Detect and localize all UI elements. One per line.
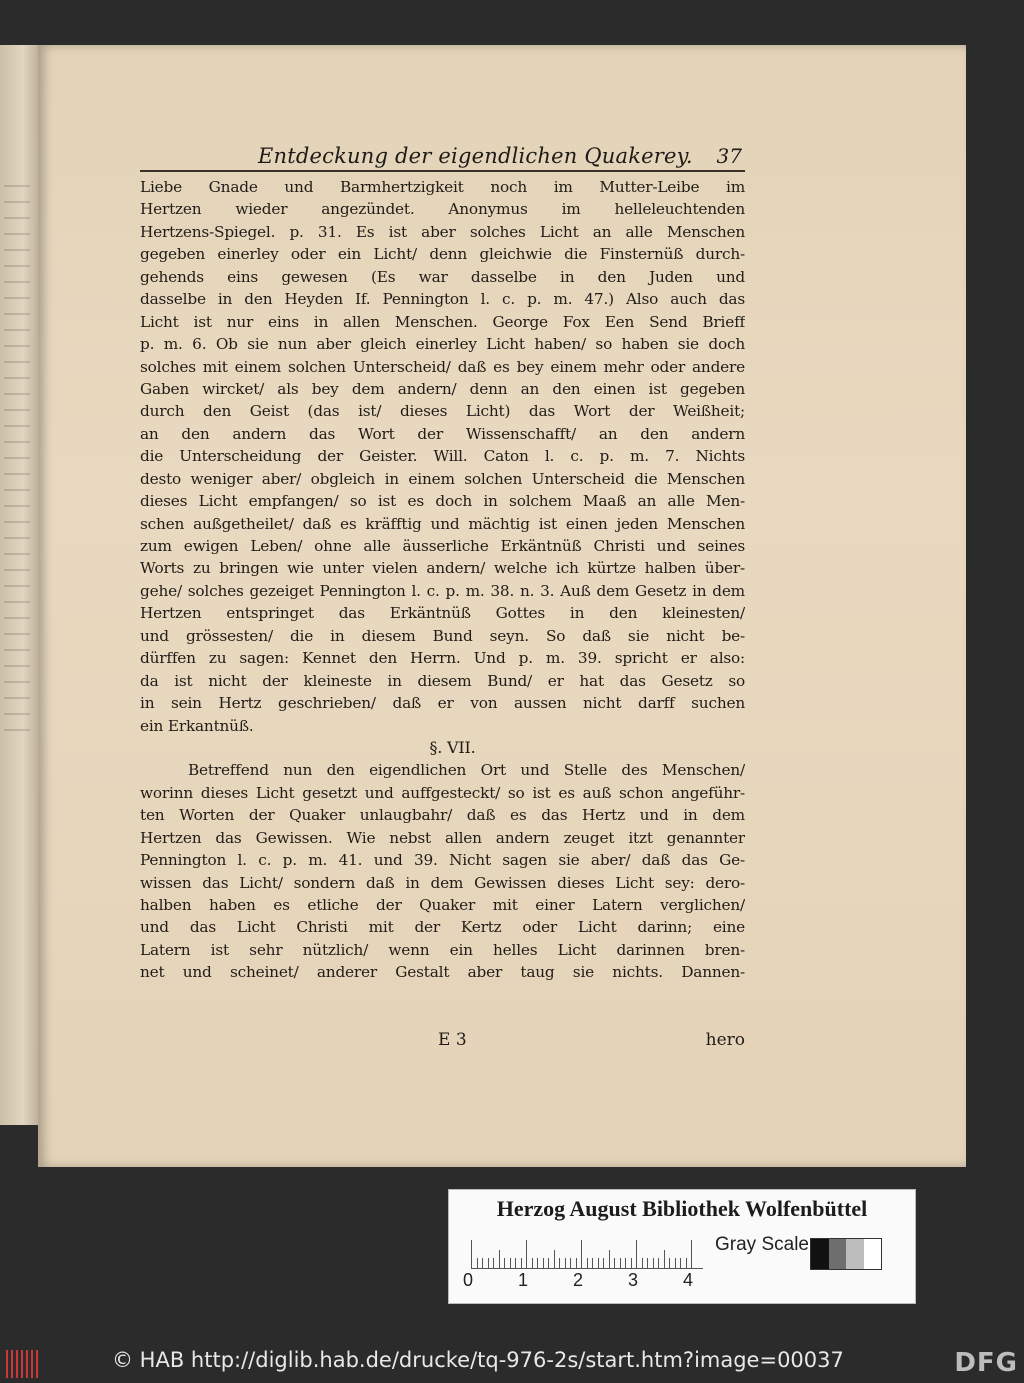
text-line: Worts zu bringen wie unter vielen andern/ welche ich kürtze halben über- <box>140 559 745 578</box>
ruler-tick <box>488 1258 489 1268</box>
text-line: Hertzen das Gewissen. Wie nebst allen andern zeuget itzt genannter <box>140 828 745 847</box>
page-footer <box>140 1030 745 1056</box>
ruler-tick <box>609 1250 610 1268</box>
text-line: dürffen zu sagen: Kennet den Herrn. Und p. m. 39. spricht er also: <box>140 649 745 668</box>
text-line: Gaben wircket/ als bey dem andern/ denn an den einen ist gegeben <box>140 379 745 398</box>
running-head: Entdeckung der eigendlichen Quakerey. <box>258 144 693 168</box>
ruler-tick <box>543 1258 544 1268</box>
section-heading: §. VII. <box>429 737 476 757</box>
dfg-logo: DFG <box>954 1348 1018 1378</box>
signature-mark: E 3 <box>438 1030 467 1050</box>
swatch <box>864 1239 882 1269</box>
footer-bar <box>0 1346 1024 1383</box>
text-line: gehends eins gewesen (Es war dasselbe in den Juden und <box>140 267 745 286</box>
grayscale-swatches <box>810 1238 882 1270</box>
ruler-labels <box>463 1270 723 1294</box>
ruler-tick <box>598 1258 599 1268</box>
ruler-tick <box>669 1258 670 1268</box>
text-line: Hertzen wieder angezündet. Anonymus im helleleuchtenden <box>140 200 745 219</box>
ruler-label: 2 <box>573 1270 584 1290</box>
text-line: p. m. 6. Ob sie nun aber gleich einerley Licht haben/ so haben sie doch <box>140 335 745 354</box>
ruler-tick <box>603 1258 604 1268</box>
text-line: Betreffend nun den eigendlichen Ort und Stelle des Menschen/ <box>188 761 745 780</box>
ruler-tick <box>691 1240 692 1268</box>
ruler-tick <box>653 1258 654 1268</box>
text-line: Licht ist nur eins in allen Menschen. George Fox Een Send Brieff <box>140 312 745 331</box>
text-line: an den andern das Wort der Wissenschafft/ an den andern <box>140 424 745 443</box>
text-line: Hertzens-Spiegel. p. 31. Es ist aber solches Licht an alle Menschen <box>140 222 745 241</box>
text-line: zum ewigen Leben/ ohne alle äusserliche Erkäntnüß Christi und seines <box>140 537 745 555</box>
swatch <box>829 1239 847 1269</box>
text-line: die Unterscheidung der Geister. Will. Caton l. c. p. m. 7. Nichts <box>140 447 745 466</box>
ruler-tick <box>631 1258 632 1268</box>
ruler-tick <box>477 1258 478 1268</box>
ruler-tick <box>680 1258 681 1268</box>
ruler-tick <box>521 1258 522 1268</box>
copyright-link[interactable]: © HAB http://diglib.hab.de/drucke/tq-976-2s/start.htm?image=00037 <box>112 1348 844 1372</box>
ruler-tick <box>548 1258 549 1268</box>
text-line: in sein Hertz geschrieben/ daß er von aussen nicht darff suchen <box>140 694 745 713</box>
ruler-tick <box>515 1258 516 1268</box>
ruler-tick <box>526 1240 527 1268</box>
ruler-tick <box>504 1258 505 1268</box>
text-line: schen außgetheilet/ daß es kräfftig und mächtig ist einen jeden Menschen <box>140 514 745 533</box>
ruler-tick <box>592 1258 593 1268</box>
text-line: ein Erkantnüß. <box>140 716 254 735</box>
text-line: durch den Geist (das ist/ dieses Licht) das Wort der Weißheit; <box>140 402 745 421</box>
text-line: dieses Licht empfangen/ so ist es doch in solchem Maaß an alle Men- <box>140 492 745 511</box>
ruler-tick <box>581 1240 582 1268</box>
text-line: Latern ist sehr nützlich/ wenn ein helles Licht darinnen bren- <box>140 940 745 959</box>
ruler-tick <box>493 1258 494 1268</box>
left-page-bleed-text <box>4 185 30 745</box>
text-line: gegeben einerley oder ein Licht/ denn gleichwie die Finsternüß durch- <box>140 245 745 264</box>
ruler-tick <box>510 1258 511 1268</box>
text-line: Hertzen entspringet das Erkäntnüß Gottes in den kleinesten/ <box>140 604 745 623</box>
ruler-tick <box>647 1258 648 1268</box>
library-name: Herzog August Bibliothek Wolfenbüttel <box>496 1196 868 1221</box>
page-text <box>140 176 745 984</box>
ruler-tick <box>570 1258 571 1268</box>
ruler-label: 1 <box>518 1270 529 1290</box>
page-number: 37 <box>716 144 742 168</box>
text-line: halben haben es etliche der Quaker mit einer Latern verglichen/ <box>140 896 745 914</box>
ruler-tick <box>614 1258 615 1268</box>
catchword: hero <box>705 1030 745 1050</box>
ruler-tick <box>554 1250 555 1268</box>
text-line: net und scheinet/ anderer Gestalt aber taug sie nichts. Dannen- <box>140 963 745 982</box>
text-line: Pennington l. c. p. m. 41. und 39. Nicht sagen sie aber/ daß das Ge- <box>140 851 745 870</box>
text-line: und das Licht Christi mit der Kertz oder Licht darinn; eine <box>140 918 745 937</box>
ruler-tick <box>675 1258 676 1268</box>
text-line: da ist nicht der kleineste in diesem Bund/ er hat das Gesetz so <box>140 671 745 690</box>
text-line: dasselbe in den Heyden If. Pennington l. c. p. m. 47.) Also auch das <box>140 290 745 309</box>
ruler-tick <box>642 1258 643 1268</box>
ruler-tick <box>636 1240 637 1268</box>
ruler-tick <box>576 1258 577 1268</box>
scale-ruler <box>471 1238 703 1269</box>
text-line: wissen das Licht/ sondern daß in dem Gewissen dieses Licht sey: dero- <box>140 873 745 892</box>
ruler-label: 0 <box>463 1270 474 1290</box>
text-line: gehe/ solches gezeiget Pennington l. c. p. m. 38. n. 3. Auß dem Gesetz in dem <box>140 581 745 600</box>
ruler-tick <box>482 1258 483 1268</box>
text-line: solches mit einem solchen Unterscheid/ daß es bey einem mehr oder andere <box>140 357 745 376</box>
text-line: desto weniger aber/ obgleich in einem solchen Unterscheid die Menschen <box>140 469 745 488</box>
text-line: worinn dieses Licht gesetzt und auffgesteckt/ so ist es auß schon angeführ- <box>140 783 745 802</box>
text-line: Liebe Gnade und Barmhertzigkeit noch im Mutter-Leibe im <box>140 178 745 196</box>
ruler-label: 3 <box>628 1270 639 1290</box>
library-calibration-card <box>448 1189 916 1304</box>
header-rule <box>140 170 745 172</box>
ruler-tick <box>658 1258 659 1268</box>
ruler-tick <box>499 1250 500 1268</box>
swatch <box>846 1239 864 1269</box>
text-line: ten Worten der Quaker unlaugbahr/ daß es das Hertz und in dem <box>140 806 745 825</box>
barcode-icon <box>6 1350 40 1378</box>
left-page-edge <box>0 45 38 1125</box>
ruler-tick <box>664 1250 665 1268</box>
ruler-tick <box>471 1240 472 1268</box>
ruler-tick <box>537 1258 538 1268</box>
swatch <box>811 1239 829 1269</box>
ruler-tick <box>565 1258 566 1268</box>
text-line: und grössesten/ die in diesem Bund seyn. So daß sie nicht be- <box>140 626 745 645</box>
ruler-tick <box>532 1258 533 1268</box>
grayscale-label: Gray Scale <box>715 1234 809 1255</box>
ruler-tick <box>686 1258 687 1268</box>
page-header <box>258 132 742 168</box>
ruler-label: 4 <box>683 1270 694 1290</box>
ruler-tick <box>620 1258 621 1268</box>
ruler-tick <box>625 1258 626 1268</box>
ruler-tick <box>587 1258 588 1268</box>
ruler-tick <box>559 1258 560 1268</box>
